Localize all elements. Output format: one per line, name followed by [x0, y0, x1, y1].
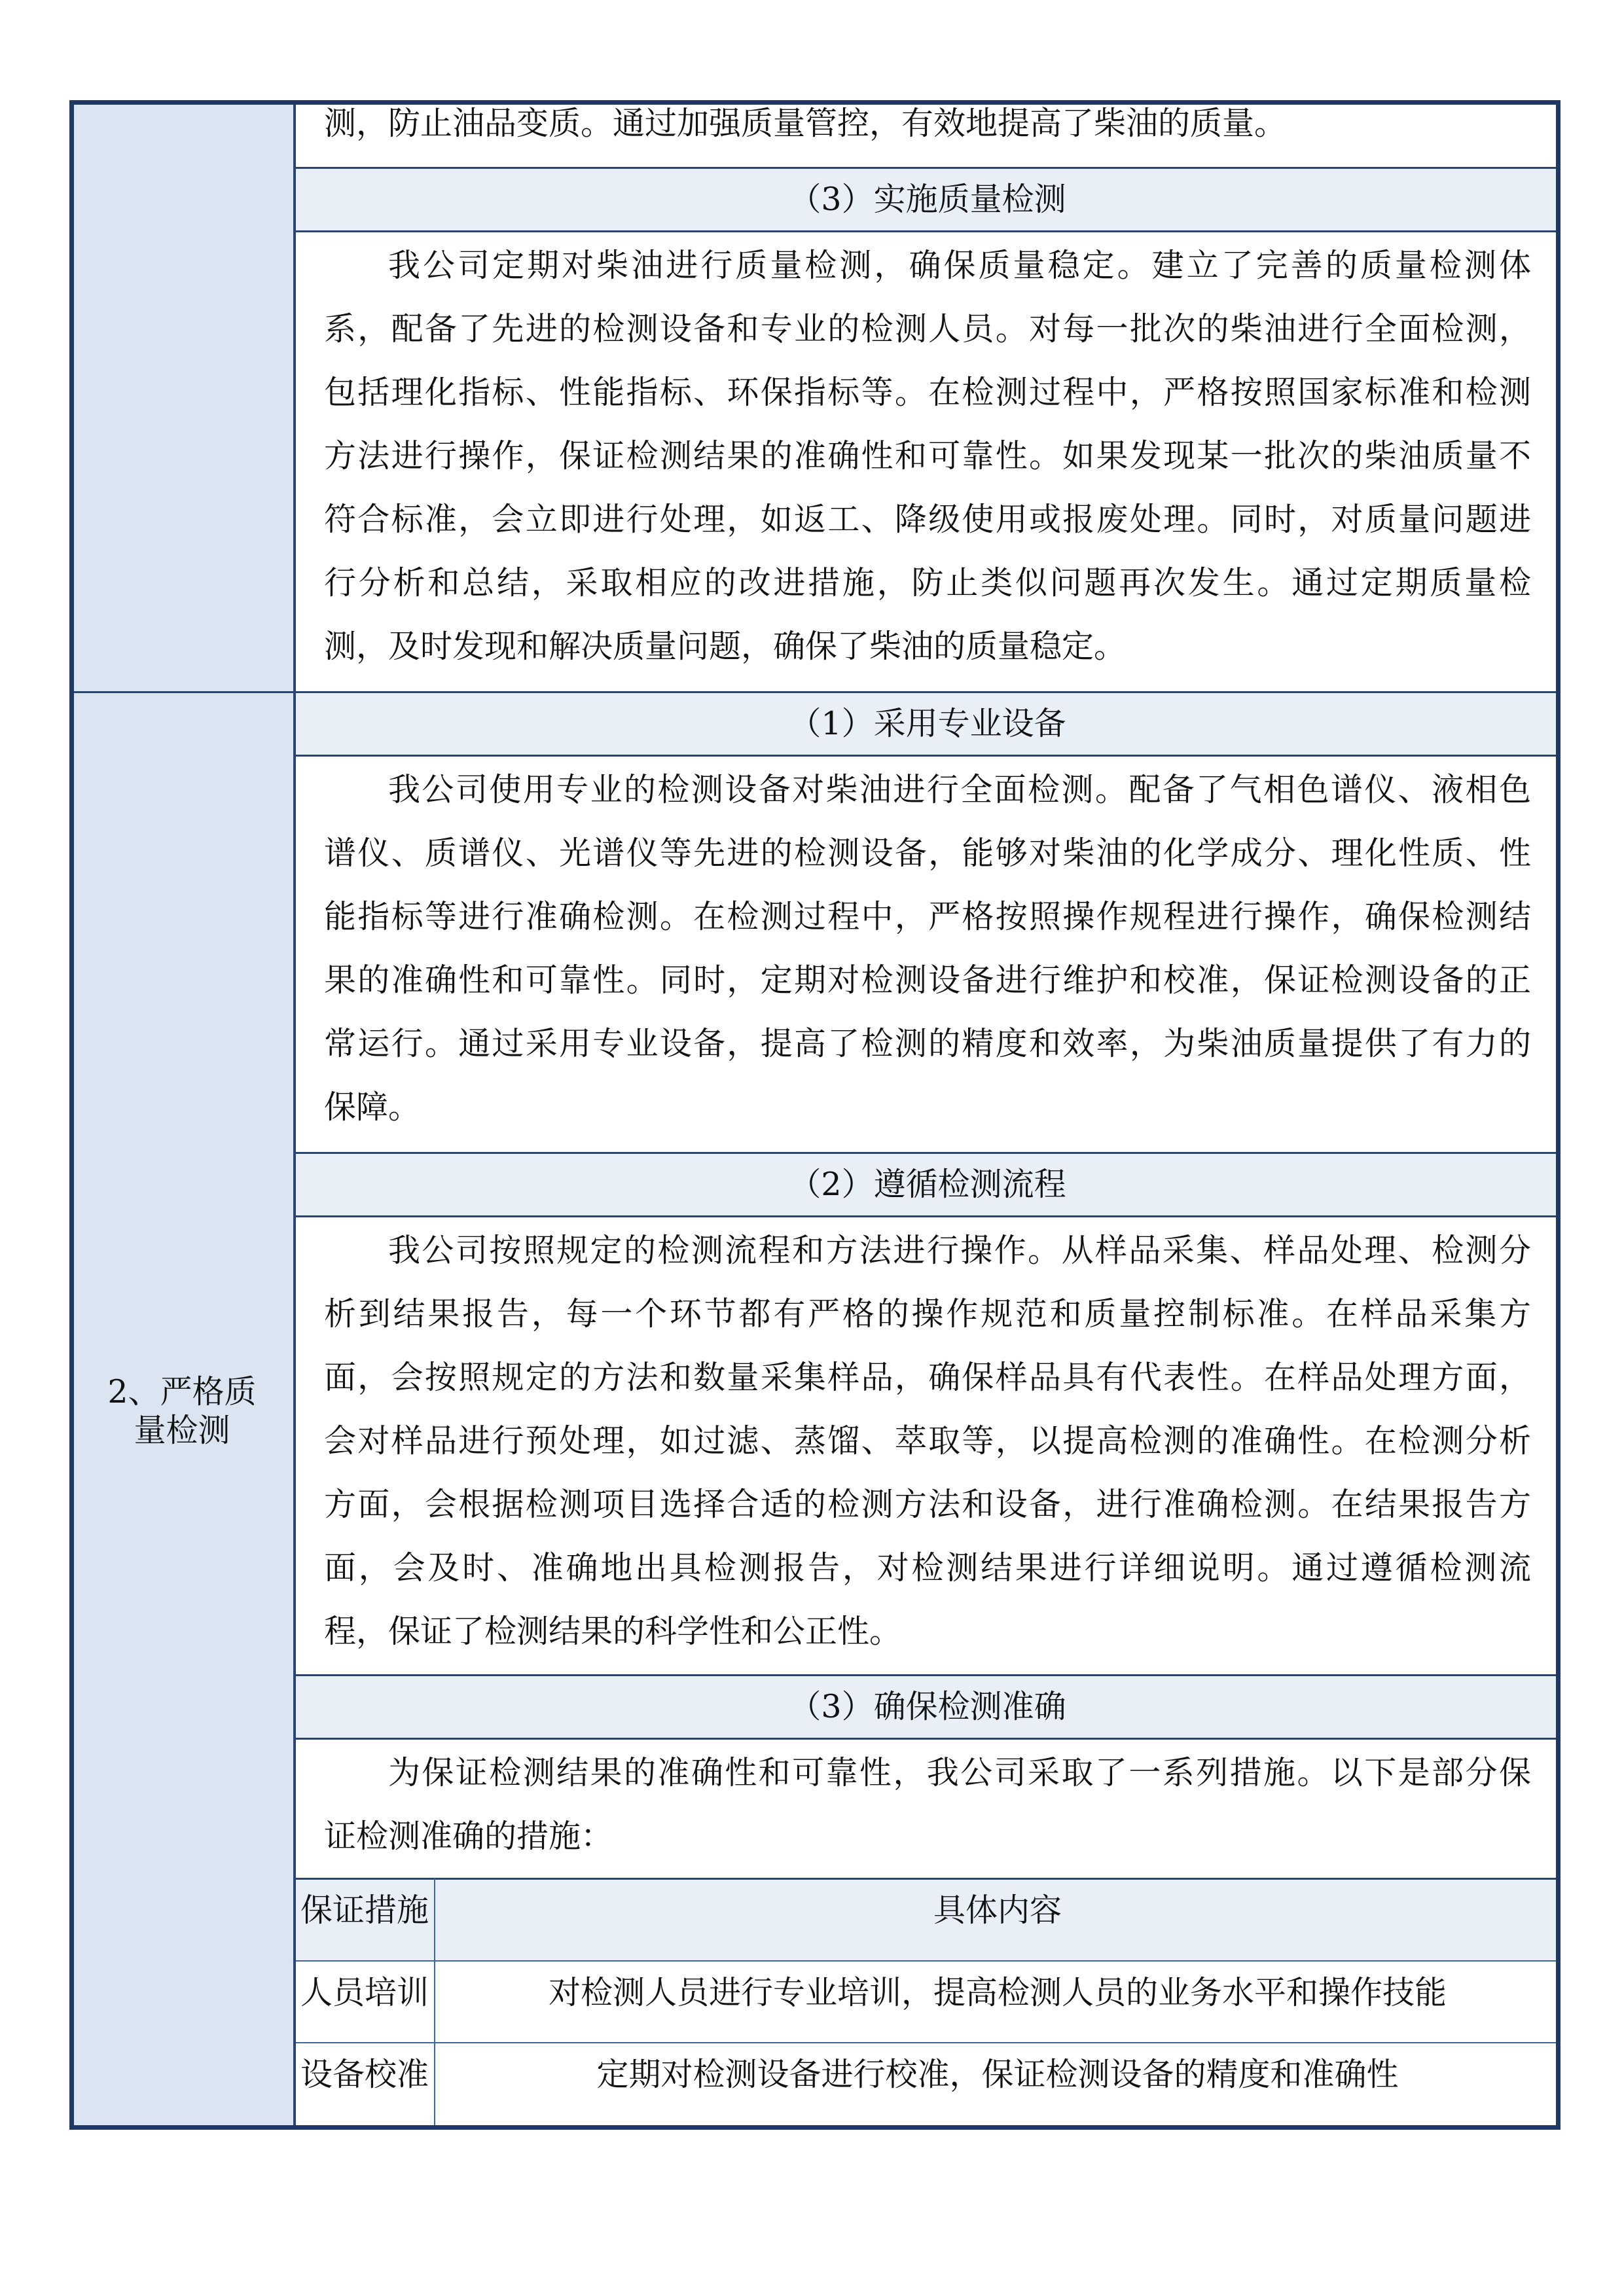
paragraph-line: 我公司定期对柴油进行质量检测，确保质量稳定。建立了完善的质量检测体 — [388, 247, 1531, 284]
paragraph-line: 面，会按照规定的方法和数量采集样品，确保样品具有代表性。在样品处理方面， — [324, 1359, 1531, 1396]
continuation-line: 测，防止油品变质。通过加强质量管控，有效地提高了柴油的质量。 — [324, 105, 1287, 142]
paragraph-line: 测，及时发现和解决质量问题，确保了柴油的质量稳定。 — [324, 628, 1127, 665]
measures-table-header-content: 具体内容 — [933, 1892, 1062, 1929]
paragraph-ensure-accuracy — [324, 1741, 1531, 1868]
paragraph-line: 我公司按照规定的检测流程和方法进行操作。从样品采集、样品处理、检测分 — [388, 1232, 1531, 1269]
measures-table-cell-content: 对检测人员进行专业培训，提高检测人员的业务水平和操作技能 — [548, 1974, 1447, 2011]
paragraph-line: 保障。 — [324, 1088, 421, 1126]
paragraph-line: 会对样品进行预处理，如过滤、蒸馏、萃取等，以提高检测的准确性。在检测分析 — [324, 1422, 1531, 1460]
measures-table-cell-measure: 设备校准 — [300, 2056, 429, 2093]
paragraph-implement-inspection — [324, 234, 1531, 678]
paragraph-line: 程，保证了检测结果的科学性和公正性。 — [324, 1613, 902, 1650]
measures-table-cell-content: 定期对检测设备进行校准，保证检测设备的精度和准确性 — [596, 2056, 1399, 2093]
paragraph-line: 方面，会根据检测项目选择合适的检测方法和设备，进行准确检测。在结果报告方 — [324, 1486, 1531, 1523]
row-label-line: 量检测 — [134, 1411, 230, 1449]
section-heading-ensure-accuracy: （3）确保检测准确 — [789, 1688, 1066, 1725]
paragraph-line: 系，配备了先进的检测设备和专业的检测人员。对每一批次的柴油进行全面检测， — [324, 310, 1531, 348]
paragraph-line: 我公司使用专业的检测设备对柴油进行全面检测。配备了气相色谱仪、液相色 — [388, 771, 1531, 808]
paragraph-line: 为保证检测结果的准确性和可靠性，我公司采取了一系列措施。以下是部分保 — [388, 1754, 1531, 1791]
paragraph-professional-equipment — [324, 758, 1531, 1139]
paragraph-line: 能指标等进行准确检测。在检测过程中，严格按照操作规程进行操作，确保检测结 — [324, 898, 1531, 935]
measures-table-header-measure: 保证措施 — [300, 1892, 429, 1929]
paragraph-line: 行分析和总结，采取相应的改进措施，防止类似问题再次发生。通过定期质量检 — [324, 564, 1531, 601]
measures-table-cell-measure: 人员培训 — [300, 1974, 429, 2011]
paragraph-line: 谱仪、质谱仪、光谱仪等先进的检测设备，能够对柴油的化学成分、理化性质、性 — [324, 834, 1531, 872]
paragraph-line: 方法进行操作，保证检测结果的准确性和可靠性。如果发现某一批次的柴油质量不 — [324, 437, 1531, 475]
paragraph-line: 果的准确性和可靠性。同时，定期对检测设备进行维护和校准，保证检测设备的正 — [324, 961, 1531, 999]
paragraph-line: 面，会及时、准确地出具检测报告，对检测结果进行详细说明。通过遵循检测流 — [324, 1549, 1531, 1587]
section-heading-inspection-process: （2）遵循检测流程 — [789, 1166, 1066, 1203]
paragraph-line: 常运行。通过采用专业设备，提高了检测的精度和效率，为柴油质量提供了有力的 — [324, 1025, 1531, 1062]
row-label-strict-inspection — [69, 692, 295, 2130]
paragraph-inspection-process — [324, 1219, 1531, 1663]
section-heading-professional-equipment: （1）采用专业设备 — [789, 705, 1066, 742]
paragraph-line: 证检测准确的措施： — [324, 1818, 613, 1855]
paragraph-line: 包括理化指标、性能指标、环保指标等。在检测过程中，严格按照国家标准和检测 — [324, 374, 1531, 411]
paragraph-line: 析到结果报告，每一个环节都有严格的操作规范和质量控制标准。在样品采集方 — [324, 1295, 1531, 1333]
section-heading-implement-inspection: （3）实施质量检测 — [789, 181, 1066, 218]
paragraph-line: 符合标准，会立即进行处理，如返工、降级使用或报废处理。同时，对质量问题进 — [324, 501, 1531, 538]
row-label-line: 2、严格质 — [107, 1372, 257, 1410]
